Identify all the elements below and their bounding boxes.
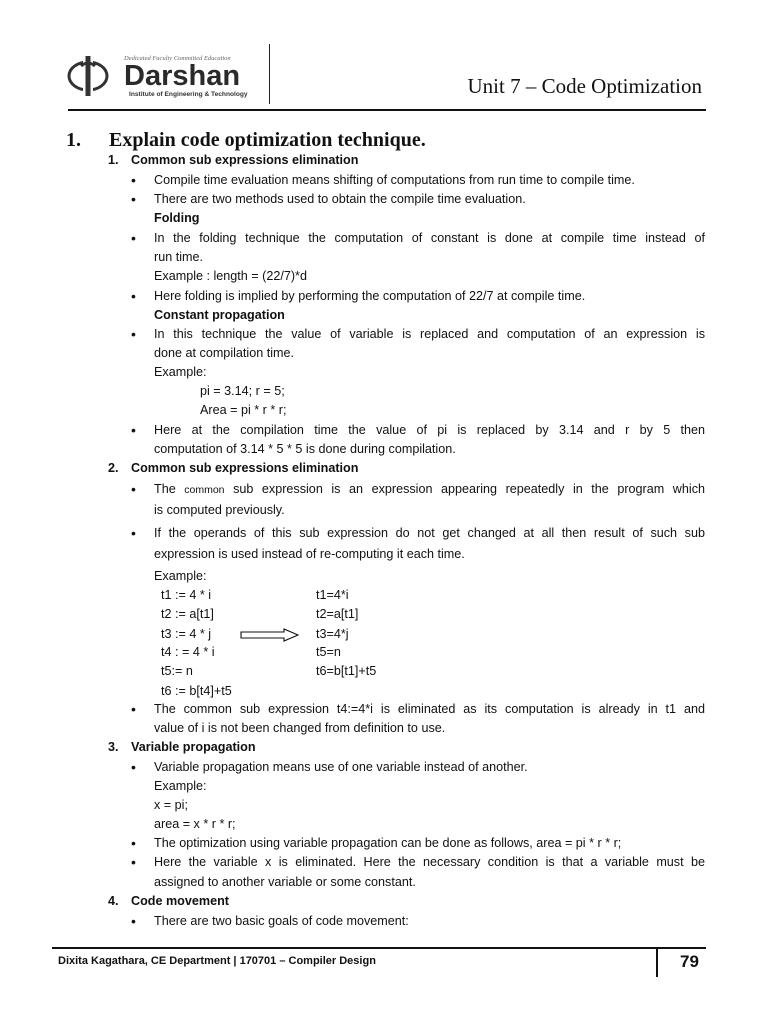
text-line: Example: <box>154 779 207 793</box>
text-line: Example: <box>154 365 207 379</box>
page-number: 79 <box>680 952 699 971</box>
section-number: 4. <box>108 894 119 908</box>
text-line: There are two methods used to obtain the compile time evaluation. <box>154 192 526 206</box>
text-line: Compile time evaluation means shifting of computations from run time to compile time. <box>154 173 635 187</box>
text-line: expression is used instead of re-computing it each time. <box>154 547 465 561</box>
bullet: • <box>131 288 136 304</box>
section-number: 2. <box>108 461 119 475</box>
code-right-line: t6=b[t1]+t5 <box>316 664 377 678</box>
text-line: computation of 3.14 * 5 * 5 is done during compilation. <box>154 442 456 456</box>
bullet: • <box>131 230 136 246</box>
footer-rule <box>52 947 706 949</box>
bullet: • <box>131 191 136 207</box>
text-fragment-small: common <box>184 484 225 496</box>
bullet: • <box>131 172 136 188</box>
text-line: Variable propagation means use of one variable instead of another. <box>154 760 528 774</box>
footer-divider <box>656 949 658 977</box>
subheading: Constant propagation <box>154 308 285 322</box>
text-line: The common sub expression t4:=4*i is eliminated as its computation is already in t1 and <box>154 702 705 716</box>
text-line: is computed previously. <box>154 503 285 517</box>
code-left-line: t5:= n <box>161 664 193 678</box>
code-left-line: t2 := a[t1] <box>161 607 214 621</box>
question-number: 1. <box>66 129 81 151</box>
text-fragment: The <box>154 482 185 496</box>
darshan-logo <box>66 44 266 102</box>
code-left-line: t4 : = 4 * i <box>161 645 215 659</box>
page-header <box>66 44 706 110</box>
section-title: Variable propagation <box>131 740 256 754</box>
footer-author-course: Dixita Kagathara, CE Department | 170701 – Compiler Design <box>58 955 376 967</box>
bullet: • <box>131 854 136 870</box>
header-rule <box>68 109 706 111</box>
text-line: If the operands of this sub expression do not get changed at all then result of such sub <box>154 526 705 540</box>
bullet: • <box>131 481 136 497</box>
text-line: In the folding technique the computation of constant is done at compile time instead of <box>154 231 705 245</box>
text-line: assigned to another variable or some constant. <box>154 875 416 889</box>
section-number: 1. <box>108 153 119 167</box>
text-line: Here folding is implied by performing the computation of 22/7 at compile time. <box>154 289 586 303</box>
text-line: Here at the compilation time the value of pi is replaced by 3.14 and r by 5 then <box>154 423 705 437</box>
bullet: • <box>131 525 136 541</box>
code-line: x = pi; <box>154 798 188 812</box>
logo-emblem-icon <box>69 56 107 96</box>
text-line: The optimization using variable propagation can be done as follows, area = pi * r * r; <box>154 836 622 850</box>
code-left-line: t1 := 4 * i <box>161 588 212 602</box>
text-line: Example: <box>154 569 207 583</box>
text-line: run time. <box>154 250 203 264</box>
text-line: In this technique the value of variable is replaced and computation of an expression is <box>154 327 705 341</box>
code-right-line: t5=n <box>316 645 341 659</box>
text-line: done at compilation time. <box>154 346 295 360</box>
logo-subtitle: Institute of Engineering & Technology <box>129 91 248 98</box>
section-title: Common sub expressions elimination <box>131 153 359 167</box>
code-line: area = x * r * r; <box>154 817 236 831</box>
code-line: pi = 3.14; r = 5; <box>200 384 285 398</box>
question-title: Explain code optimization technique. <box>109 129 426 151</box>
section-number: 3. <box>108 740 119 754</box>
text-line <box>154 481 705 498</box>
code-line: Area = pi * r * r; <box>200 403 287 417</box>
unit-title: Unit 7 – Code Optimization <box>467 74 702 98</box>
right-arrow-icon <box>240 628 300 642</box>
code-right-line: t3=4*j <box>316 627 349 641</box>
text-line: value of i is not been changed from definition to use. <box>154 721 446 735</box>
text-line: Here the variable x is eliminated. Here the necessary condition is that a variable must be <box>154 855 705 869</box>
logo-tagline: Dedicated Faculty Committed Education <box>124 55 231 62</box>
text-line: Example : length = (22/7)*d <box>154 269 307 283</box>
bullet: • <box>131 759 136 775</box>
bullet: • <box>131 913 136 929</box>
logo-name: Darshan <box>124 60 241 92</box>
code-right-line: t1=4*i <box>316 588 349 602</box>
bullet: • <box>131 701 136 717</box>
text-line: There are two basic goals of code movement: <box>154 914 409 928</box>
code-left-line: t6 := b[t4]+t5 <box>161 684 232 698</box>
text-fragment: sub expression is an expression appearing repeatedly in the program which <box>224 482 705 496</box>
code-left-line: t3 := 4 * j <box>161 627 212 641</box>
bullet: • <box>131 422 136 438</box>
bullet: • <box>131 835 136 851</box>
section-title: Code movement <box>131 894 229 908</box>
section-title: Common sub expressions elimination <box>131 461 359 475</box>
bullet: • <box>131 326 136 342</box>
code-right-line: t2=a[t1] <box>316 607 359 621</box>
subheading: Folding <box>154 211 200 225</box>
header-divider <box>269 44 270 104</box>
